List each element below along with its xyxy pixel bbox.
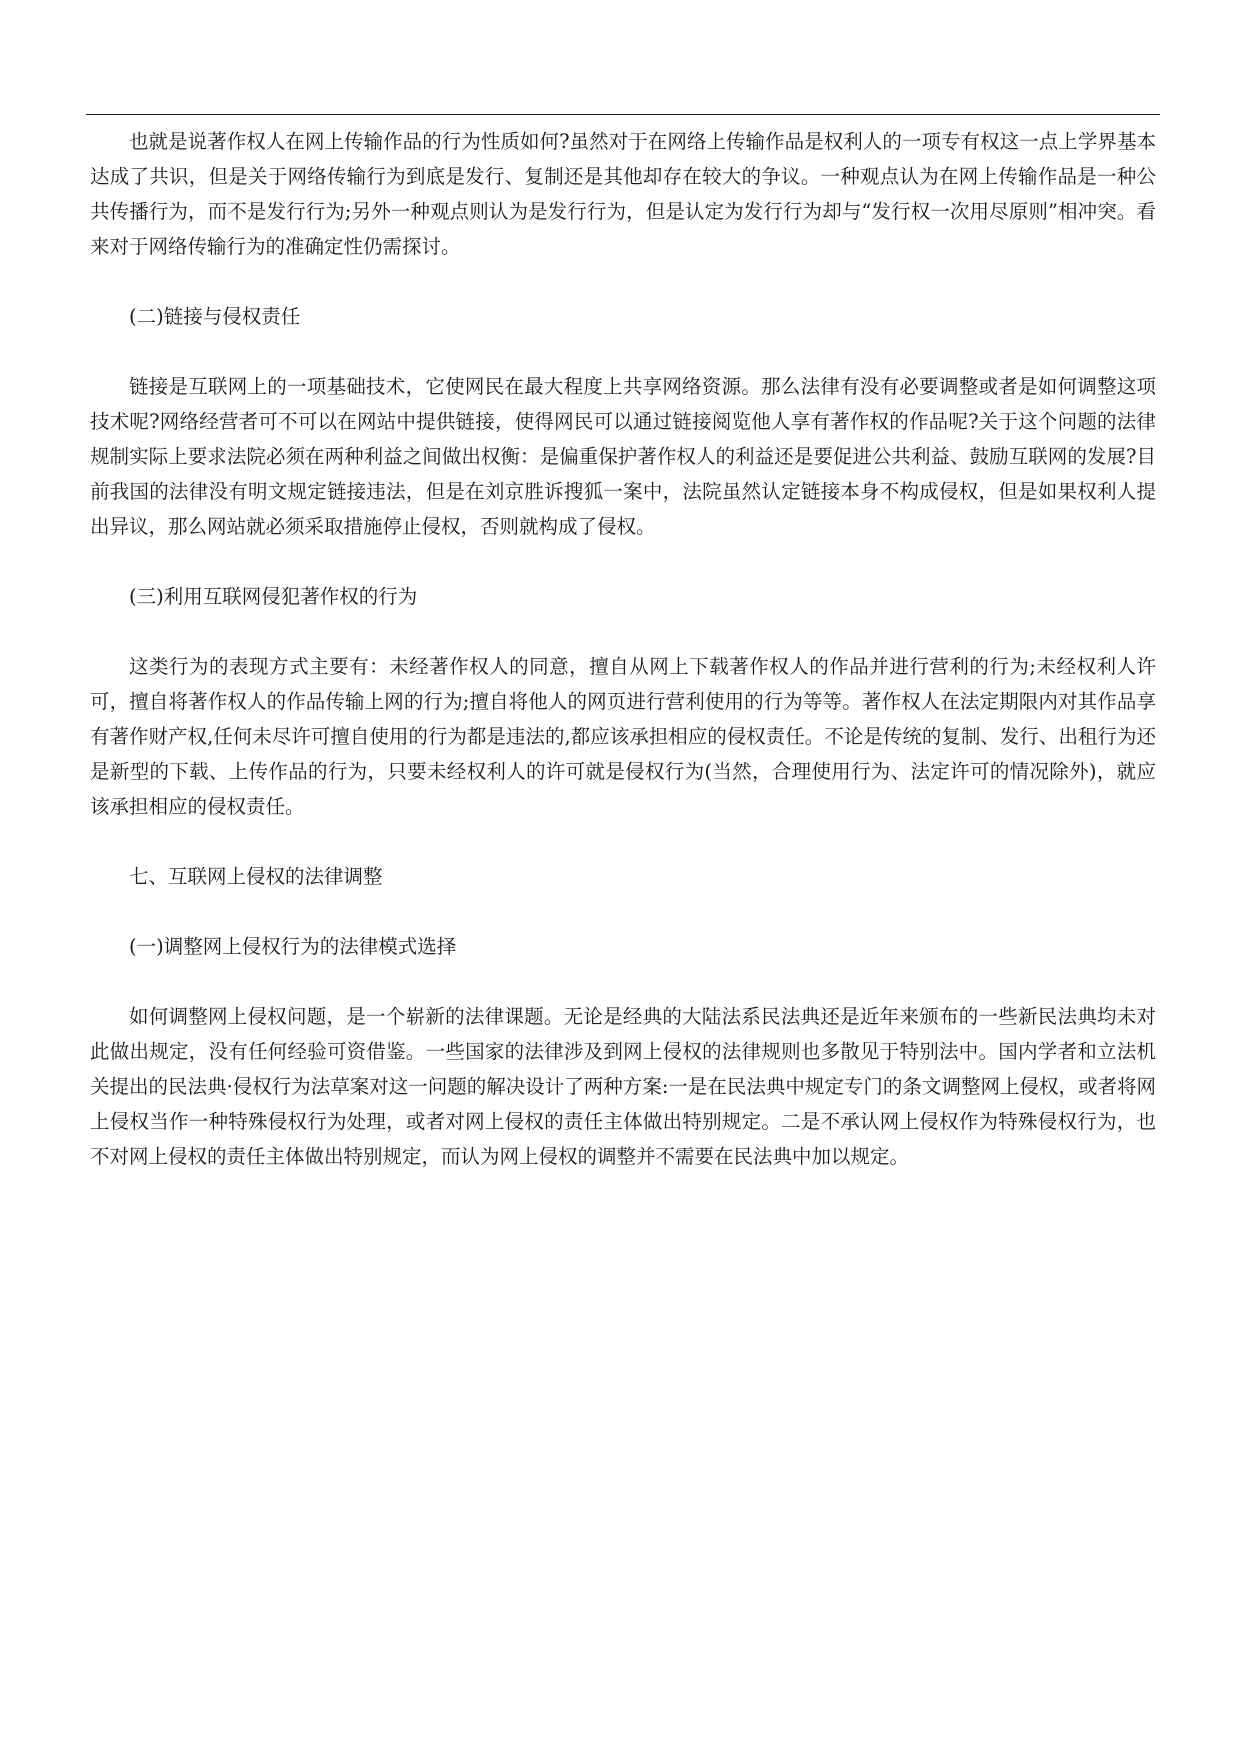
paragraph-transmission-nature: 也就是说著作权人在网上传输作品的行为性质如何?虽然对于在网络上传输作品是权利人的一项专有权这一点上学界基本达成了共识，但是关于网络传输行为到底是发行、复制还是其他却存在较大的争议。一种观点认为在网上传输作品是一种公共传播行为，而不是发行行为;另外一种观点则认为是发行行为，但是认定为发行行为却与“发行权一次用尽原则”相冲突。看来对于网络传输行为的准确定性仍需探讨。 — [90, 130, 1156, 258]
paragraph-spacer — [90, 544, 1156, 579]
paragraph-infringement-acts: 这类行为的表现方式主要有：未经著作权人的同意，擅自从网上下载著作权人的作品并进行营利的行为;未经权利人许可，擅自将著作权人的作品传输上网的行为;擅自将他人的网页进行营利使用的行为等等。著作权人在法定期限内对其作品享有著作财产权,任何未尽许可擅自使用的行为都是违法的,都应该承担相应的侵权责任。不论是传统的复制、发行、出租行为还是新型的下载、上传作品的行为，只要未经权利人的许可就是侵权行为(当然，合理使用行为、法定许可的情况除外)，就应该承担相应的侵权责任。 — [90, 655, 1156, 818]
section-heading-infringement-acts: (三)利用互联网侵犯著作权的行为 — [129, 585, 418, 608]
paragraph-legal-model: 如何调整网上侵权问题，是一个崭新的法律课题。无论是经典的大陆法系民法典还是近年来颁布的一些新民法典均未对此做出规定，没有任何经验可资借鉴。一些国家的法律涉及到网上侵权的法律规则也多散见于特别法中。国内学者和立法机关提出的民法典·侵权行为法草案对这一问题的解决设计了两种方案:一是在民法典中规定专门的条文调整网上侵权，或者将网上侵权当作一种特殊侵权行为处理，或者对网上侵权的责任主体做出特别规定。二是不承认网上侵权作为特殊侵权行为，也不对网上侵权的责任主体做出特别规定，而认为网上侵权的调整并不需要在民法典中加以规定。 — [90, 1005, 1156, 1168]
paragraph-spacer — [90, 894, 1156, 929]
paragraph-spacer — [90, 964, 1156, 999]
document-body — [90, 124, 1156, 1174]
paragraph-spacer — [90, 264, 1156, 299]
paragraph-spacer — [90, 824, 1156, 859]
section-heading-legal-model: (一)调整网上侵权行为的法律模式选择 — [129, 935, 457, 958]
paragraph-spacer — [90, 614, 1156, 649]
chapter-heading-legal-adjustment: 七、互联网上侵权的法律调整 — [129, 865, 383, 888]
paragraph-spacer — [90, 334, 1156, 369]
header-rule — [86, 114, 1160, 115]
section-heading-links: (二)链接与侵权责任 — [129, 305, 301, 328]
paragraph-links: 链接是互联网上的一项基础技术，它使网民在最大程度上共享网络资源。那么法律有没有必要调整或者是如何调整这项技术呢?网络经营者可不可以在网站中提供链接，使得网民可以通过链接阅览他人享有著作权的作品呢?关于这个问题的法律规制实际上要求法院必须在两种利益之间做出权衡：是偏重保护著作权人的利益还是要促进公共利益、鼓励互联网的发展?目前我国的法律没有明文规定链接违法，但是在刘京胜诉搜狐一案中，法院虽然认定链接本身不构成侵权，但是如果权利人提出异议，那么网站就必须采取措施停止侵权，否则就构成了侵权。 — [90, 375, 1156, 538]
